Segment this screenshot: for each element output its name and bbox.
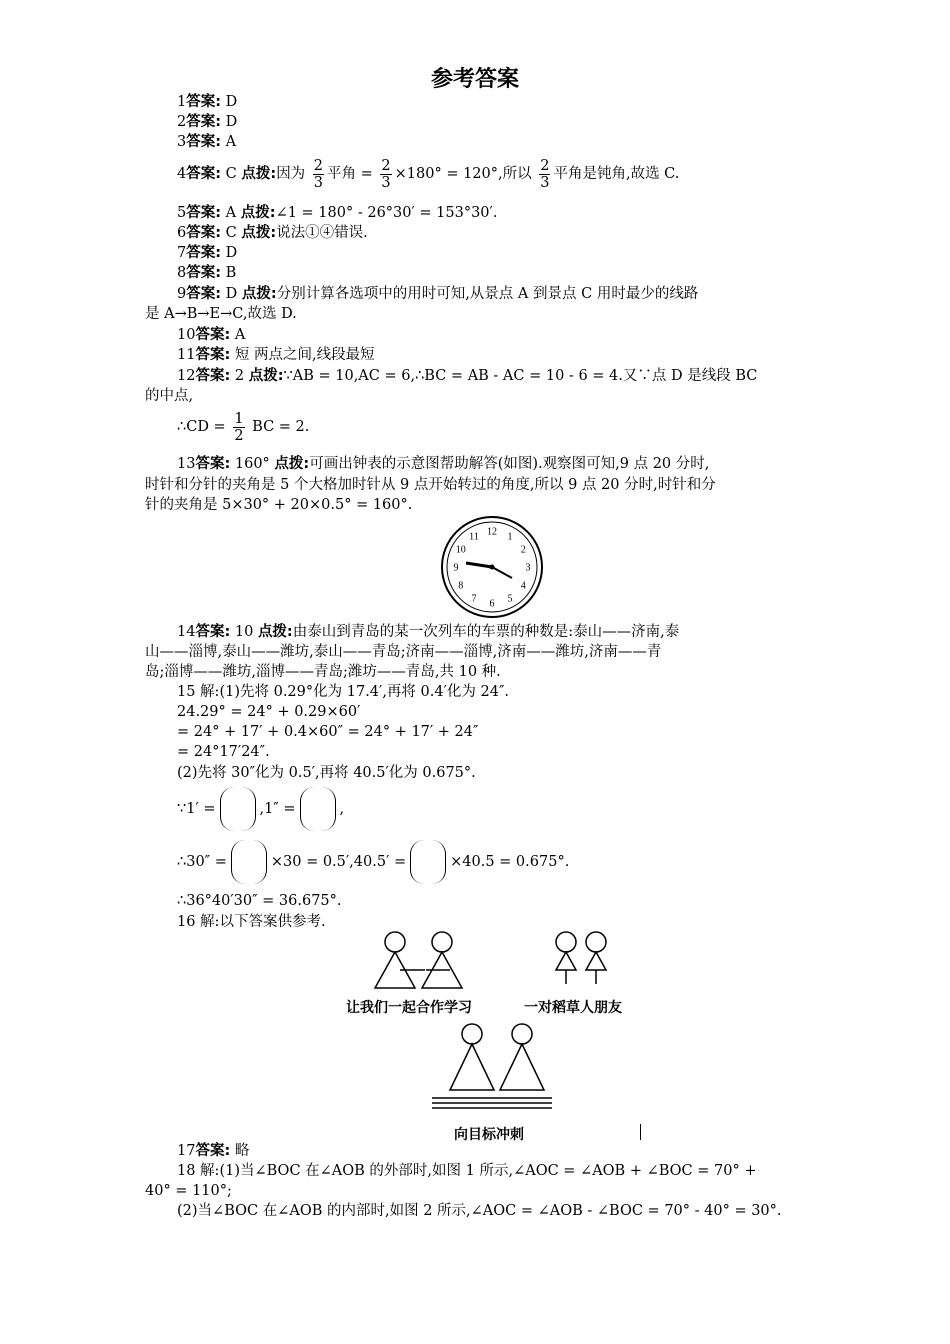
hour-hand (466, 563, 492, 567)
answer-15: 15 解:(1)先将 0.29°化为 17.4′,再将 0.4′化为 24″. (177, 684, 509, 700)
minute-hand (492, 567, 512, 578)
body-triangle (556, 952, 576, 970)
figure-cooperate (370, 928, 490, 998)
clock-numeral: 11 (469, 531, 479, 543)
head-circle (432, 932, 452, 952)
body-triangle (450, 1044, 494, 1090)
clock-numeral: 4 (520, 580, 526, 592)
blank-parenthesis (410, 840, 446, 884)
answer-7: 7答案: D (177, 245, 238, 261)
blank-parenthesis (220, 787, 256, 831)
head-circle (556, 932, 576, 952)
fraction: $\frac{2}{3}$ (540, 157, 550, 191)
clock-numeral: 2 (520, 544, 526, 556)
answer-13-cont: 时针和分针的夹角是 5 个大格加时针从 9 点开始转过的角度,所以 9 点 20 分时,时针和分 (145, 477, 716, 493)
clock-numeral: 1 (507, 531, 513, 543)
answer-16: 16 解:以下答案供参考. (177, 914, 326, 930)
caption-cooperate: 让我们一起合作学习 (346, 1000, 472, 1016)
answer-12-result: ∴CD = $\frac{1}{2}$ BC = 2. (177, 410, 310, 444)
clock-numeral: 9 (453, 562, 459, 574)
answer-10: 10答案: A (177, 327, 246, 343)
blank-parenthesis (231, 840, 267, 884)
answer-15-because: ∵1′ = ,1″ = , (177, 785, 344, 833)
fraction: $\frac{2}{3}$ (381, 157, 391, 191)
answer-18-cont: 40° = 110°; (145, 1183, 232, 1199)
answer-15-result: ∴36°40′30″ = 36.675°. (177, 893, 342, 909)
answer-1: 1答案: D (177, 94, 238, 110)
answer-14: 14答案: 10 点拨:由泰山到青岛的某一次列车的车票的种数是:泰山——济南,泰 (177, 624, 680, 640)
answer-9-cont: 是 A→B→E→C,故选 D. (145, 306, 297, 322)
clock-numeral: 6 (489, 598, 495, 610)
clock-numeral: 10 (455, 544, 466, 556)
answer-15-step1: 24.29° = 24° + 0.29×60′ (177, 704, 361, 720)
vertical-bar-mark (640, 1124, 641, 1140)
clock-figure (440, 515, 544, 619)
head-circle (462, 1024, 482, 1044)
clock-numeral: 3 (525, 562, 531, 574)
figure-sprint (430, 1020, 554, 1112)
head-circle (385, 932, 405, 952)
clock-numeral: 8 (458, 580, 464, 592)
answer-18-part2: (2)当∠BOC 在∠AOB 的内部时,如图 2 所示,∠AOC = ∠AOB - ∠BOC = 70° - 40° = 30°. (177, 1203, 782, 1219)
answer-9: 9答案: D 点拨:分别计算各选项中的用时可知,从景点 A 到景点 C 用时最少的线路 (177, 286, 699, 302)
answer-2: 2答案: D (177, 114, 238, 130)
answer-8: 8答案: B (177, 265, 237, 281)
answer-4: 4答案: C 点拨:因为 $\frac{2}{3}$ 平角 = $\frac{2}{3}$ ×180° = 120°,所以 $\frac{2}{3}$ 平角是钝角,故选 C. (177, 157, 680, 191)
body-triangle (500, 1044, 544, 1090)
clock-numeral: 12 (487, 526, 497, 538)
answer-15-part2: (2)先将 30″化为 0.5′,再将 40.5′化为 0.675°. (177, 765, 476, 781)
answer-6: 6答案: C 点拨:说法①④错误. (177, 225, 368, 241)
figure-scarecrows (548, 928, 618, 988)
fraction: $\frac{1}{2}$ (234, 410, 244, 444)
body-triangle (586, 952, 606, 970)
answer-15-step3: = 24°17′24″. (177, 744, 270, 760)
answer-12: 12答案: 2 点拨:∵AB = 10,AC = 6,∴BC = AB - AC = 10 - 6 = 4.又∵点 D 是线段 BC (177, 368, 758, 384)
clock-numeral: 5 (507, 593, 513, 605)
answer-3: 3答案: A (177, 134, 237, 150)
answer-15-therefore: ∴30″ = ×30 = 0.5′,40.5′ = ×40.5 = 0.675°. (177, 838, 569, 886)
blank-parenthesis (300, 787, 336, 831)
answer-12-cont: 的中点, (145, 388, 194, 404)
clock-center (490, 565, 495, 570)
fraction: $\frac{2}{3}$ (313, 157, 324, 191)
head-circle (586, 932, 606, 952)
caption-scarecrows: 一对稻草人朋友 (524, 1000, 622, 1016)
answer-5: 5答案: A 点拨:∠1 = 180° - 26°30′ = 153°30′. (177, 205, 498, 221)
answer-13-cont2: 针的夹角是 5×30° + 20×0.5° = 160°. (145, 497, 413, 513)
answer-15-step2: = 24° + 17′ + 0.4×60″ = 24° + 17′ + 24″ (177, 724, 479, 740)
caption-sprint: 向目标冲刺 (454, 1127, 524, 1143)
answer-18: 18 解:(1)当∠BOC 在∠AOB 的外部时,如图 1 所示,∠AOC = ∠AOB + ∠BOC = 70° + (177, 1163, 757, 1179)
answer-17: 17答案: 略 (177, 1143, 250, 1159)
answer-14-cont: 山——淄博,泰山——潍坊,泰山——青岛;济南——淄博,济南——潍坊,济南——青 (145, 644, 662, 660)
answer-11: 11答案: 短 两点之间,线段最短 (177, 347, 375, 363)
answer-14-cont2: 岛;淄博——潍坊,淄博——青岛;潍坊——青岛,共 10 种. (145, 664, 501, 680)
answer-13: 13答案: 160° 点拨:可画出钟表的示意图帮助解答(如图).观察图可知,9 点 20 分时, (177, 456, 710, 472)
page-title: 参考答案 (430, 67, 519, 92)
head-circle (512, 1024, 532, 1044)
clock-numeral: 7 (471, 593, 477, 605)
